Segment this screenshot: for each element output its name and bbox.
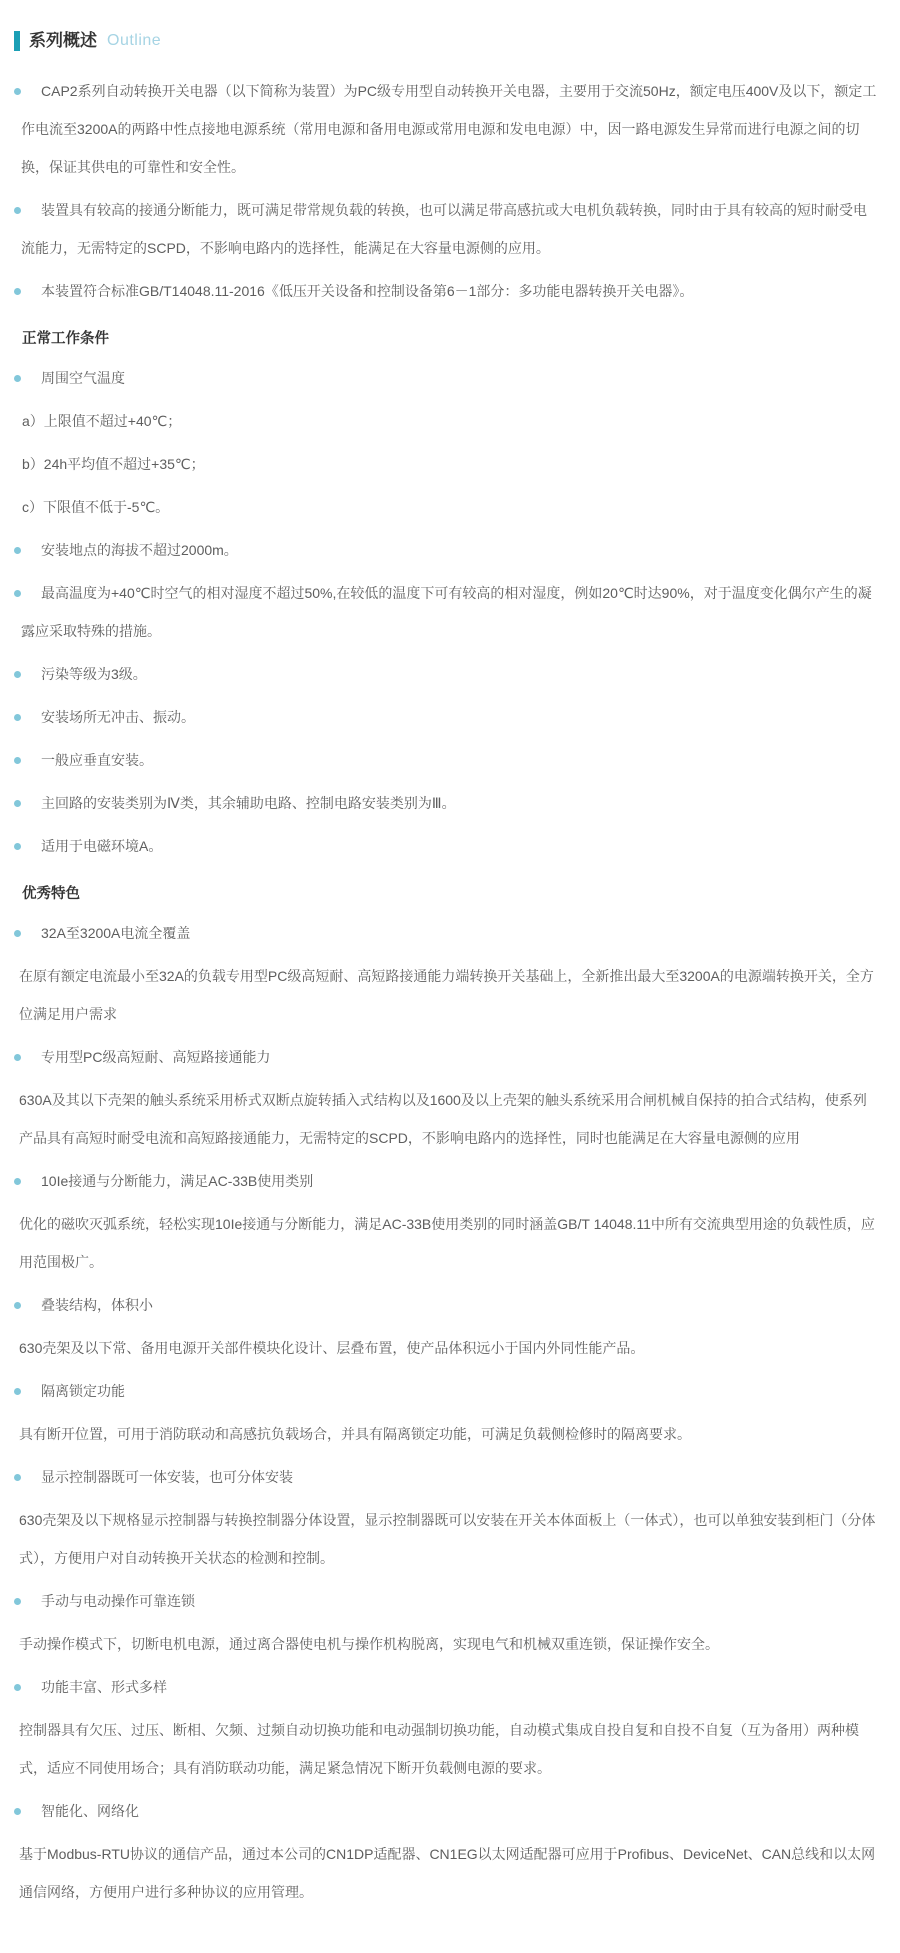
condition-text: 适用于电磁环境A。 — [41, 838, 163, 854]
bullet-icon — [14, 757, 21, 764]
condition-subitem: a）上限值不超过+40℃； — [22, 413, 182, 429]
feature-description: 优化的磁吹灭弧系统，轻松实现10Ie接通与分断能力，满足AC-33B使用类别的同时涵盖GB/T 14048.11中所有交流典型用途的负载性质，应用范围极广。 — [19, 1216, 875, 1270]
condition-item — [14, 359, 880, 397]
overview-text: 本装置符合标准GB/T14048.11-2016《低压开关设备和控制设备第6－1部分：多功能电器转换开关电器》。 — [41, 283, 694, 299]
bullet-icon — [14, 1302, 21, 1309]
condition-item — [14, 655, 880, 693]
condition-item — [14, 784, 880, 822]
bullet-icon — [14, 1808, 21, 1815]
feature-description: 手动操作模式下，切断电机电源，通过离合器使电机与操作机构脱离，实现电气和机械双重连锁，保证操作安全。 — [19, 1636, 719, 1652]
bullet-icon — [14, 590, 21, 597]
bullet-icon — [14, 800, 21, 807]
condition-text: 主回路的安装类别为Ⅳ类，其余辅助电路、控制电路安装类别为Ⅲ。 — [41, 795, 456, 811]
feature-title: 智能化、网络化 — [41, 1803, 139, 1819]
feature-title: 10Ie接通与分断能力，满足AC-33B使用类别 — [41, 1173, 314, 1189]
header-accent-bar — [14, 31, 20, 51]
bullet-icon — [14, 88, 21, 95]
condition-item — [14, 698, 880, 736]
page-title: 系列概述 — [29, 31, 97, 50]
feature-title: 手动与电动操作可靠连锁 — [41, 1593, 195, 1609]
feature-title-item — [14, 1792, 880, 1830]
bullet-icon — [14, 714, 21, 721]
bullet-icon — [14, 207, 21, 214]
bullet-icon — [14, 1388, 21, 1395]
overview-text: CAP2系列自动转换开关电器（以下简称为装置）为PC级专用型自动转换开关电器，主要用于交流50Hz，额定电压400V及以下，额定工作电流至3200A的两路中性点接地电源系统（常用电源和备用电源或常用电源和发电电源）中，因一路电源发生异常而进行电源之间的切换，保证其供电的可靠性和安全性。 — [21, 83, 877, 175]
bullet-icon — [14, 1684, 21, 1691]
condition-item — [14, 574, 880, 650]
condition-text: 周围空气温度 — [41, 370, 125, 386]
feature-title: 32A至3200A电流全覆盖 — [41, 925, 191, 941]
feature-title: 隔离锁定功能 — [41, 1383, 125, 1399]
condition-item — [14, 827, 880, 865]
feature-title: 叠装结构，体积小 — [41, 1297, 153, 1313]
feature-title: 功能丰富、形式多样 — [41, 1679, 167, 1695]
features-heading: 优秀特色 — [22, 886, 80, 902]
feature-description: 基于Modbus-RTU协议的通信产品，通过本公司的CN1DP适配器、CN1EG以太网适配器可应用于Profibus、DeviceNet、CAN总线和以太网通信网络，方便用户进行多种协议的应用管理。 — [19, 1846, 876, 1900]
overview-item — [14, 272, 880, 310]
bullet-icon — [14, 547, 21, 554]
feature-description: 630壳架及以下规格显示控制器与转换控制器分体设置，显示控制器既可以安装在开关本体面板上（一体式），也可以单独安装到柜门（分体式），方便用户对自动转换开关状态的检测和控制。 — [19, 1512, 876, 1566]
condition-text: 一般应垂直安装。 — [41, 752, 153, 768]
feature-title-item — [14, 914, 880, 952]
bullet-icon — [14, 1178, 21, 1185]
feature-description: 630A及其以下壳架的触头系统采用桥式双断点旋转插入式结构以及1600及以上壳架的触头系统采用合闸机械自保持的拍合式结构，使系列产品具有高短时耐受电流和高短路接通能力，无需特定的SCPD，不影响电路内的选择性，同时也能满足在大容量电源侧的应用 — [19, 1092, 867, 1146]
overview-text: 装置具有较高的接通分断能力，既可满足带常规负载的转换，也可以满足带高感抗或大电机负载转换，同时由于具有较高的短时耐受电流能力，无需特定的SCPD，不影响电路内的选择性，能满足在大容量电源侧的应用。 — [21, 202, 867, 256]
feature-description: 控制器具有欠压、过压、断相、欠频、过频自动切换功能和电动强制切换功能，自动模式集成自投自复和自投不自复（互为备用）两种模式，适应不同使用场合；具有消防联动功能，满足紧急情况下断开负载侧电源的要求。 — [19, 1722, 859, 1776]
feature-description: 630壳架及以下常、备用电源开关部件模块化设计、层叠布置，使产品体积远小于国内外同性能产品。 — [19, 1340, 645, 1356]
bullet-icon — [14, 671, 21, 678]
bullet-icon — [14, 930, 21, 937]
feature-title-item — [14, 1668, 880, 1706]
feature-title: 专用型PC级高短耐、高短路接通能力 — [41, 1049, 271, 1065]
conditions-heading: 正常工作条件 — [22, 331, 109, 347]
condition-text: 安装地点的海拔不超过2000m。 — [41, 542, 238, 558]
feature-title-item — [14, 1038, 880, 1076]
bullet-icon — [14, 288, 21, 295]
feature-title-item — [14, 1286, 880, 1324]
feature-title-item — [14, 1458, 880, 1496]
condition-item — [14, 531, 880, 569]
overview-item — [14, 191, 880, 267]
condition-text: 安装场所无冲击、振动。 — [41, 709, 195, 725]
feature-description: 具有断开位置，可用于消防联动和高感抗负载场合，并具有隔离锁定功能，可满足负载侧检修时的隔离要求。 — [19, 1426, 691, 1442]
bullet-icon — [14, 1598, 21, 1605]
feature-title: 显示控制器既可一体安装，也可分体安装 — [41, 1469, 293, 1485]
bullet-icon — [14, 375, 21, 382]
bullet-icon — [14, 843, 21, 850]
bullet-icon — [14, 1474, 21, 1481]
condition-subitem: c）下限值不低于-5℃。 — [22, 499, 170, 515]
condition-subitem: b）24h平均值不超过+35℃； — [22, 456, 205, 472]
page-title-english: Outline — [107, 32, 162, 49]
condition-text: 污染等级为3级。 — [41, 666, 147, 682]
bullet-icon — [14, 1054, 21, 1061]
condition-item — [14, 741, 880, 779]
feature-title-item — [14, 1372, 880, 1410]
feature-title-item — [14, 1582, 880, 1620]
section-header — [14, 30, 880, 52]
overview-item — [14, 72, 880, 186]
feature-title-item — [14, 1162, 880, 1200]
condition-text: 最高温度为+40℃时空气的相对湿度不超过50%,在较低的温度下可有较高的相对湿度，例如20℃时达90%，对于温度变化偶尔产生的凝露应采取特殊的措施。 — [21, 585, 872, 639]
feature-description: 在原有额定电流最小至32A的负载专用型PC级高短耐、高短路接通能力端转换开关基础上，全新推出最大至3200A的电源端转换开关，全方位满足用户需求 — [19, 968, 874, 1022]
